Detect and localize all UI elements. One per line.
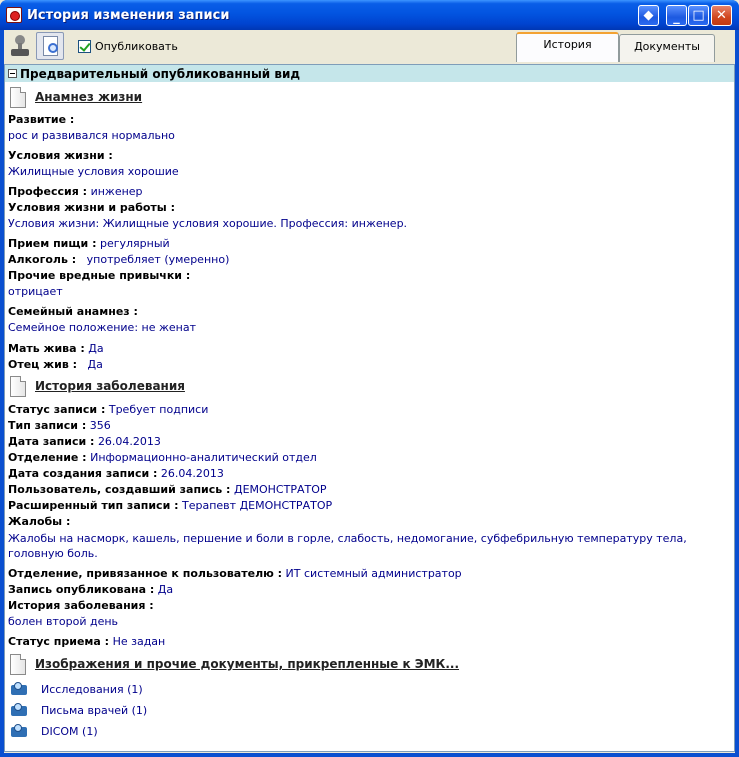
attachments-group — [10, 652, 459, 676]
history-value: болен второй день — [8, 615, 119, 628]
complaints-label: Жалобы : — [8, 515, 71, 528]
reception-row: Статус приема : Не задан — [8, 635, 166, 648]
family-label: Семейный анамнез : — [8, 305, 138, 318]
user-row: Пользователь, создавший запись : ДЕМОНСТРАТОР — [8, 483, 327, 496]
date-row: Дата записи : 26.04.2013 — [8, 435, 161, 448]
help-button[interactable] — [638, 5, 659, 26]
published-row: Запись опубликована : Да — [8, 583, 174, 596]
alcohol-row: Алкоголь : употребляет (умеренно) — [8, 253, 230, 266]
tab-history[interactable]: История — [516, 32, 619, 62]
help-icon: ◆ — [643, 8, 654, 23]
attachment-label[interactable]: DICOM (1) — [41, 724, 98, 738]
title-bar[interactable] — [0, 0, 739, 30]
profession-row: Профессия : инженер — [8, 185, 143, 198]
status-row: Статус записи : Требует подписи — [8, 403, 209, 416]
complaints-value: Жалобы на насморк, кашель, першение и боли в горле, слабость, недомогание, субфебрильную температуру тела, головную боль. — [8, 532, 687, 560]
window-title: История изменения записи — [27, 8, 230, 23]
father-row: Отец жив : Да — [8, 358, 103, 371]
living-work-value: Условия жизни: Жилищные условия хорошие. Профессия: инженер. — [8, 217, 408, 230]
mother-row: Мать жива : Да — [8, 342, 104, 355]
living-work-label: Условия жизни и работы : — [8, 201, 175, 214]
maximize-button[interactable] — [688, 5, 709, 26]
user-dept-row: Отделение, привязанное к пользователю : ИТ системный администратор — [8, 567, 462, 580]
living-label: Условия жизни : — [8, 149, 113, 162]
publish-checkbox[interactable] — [78, 40, 91, 53]
app-icon[interactable] — [6, 7, 22, 23]
attachment-label[interactable]: Исследования (1) — [41, 682, 143, 696]
type-row: Тип записи : 356 — [8, 419, 111, 432]
document-icon — [10, 376, 26, 397]
illness-title[interactable]: История заболевания — [35, 379, 185, 393]
document-icon — [10, 654, 26, 675]
illness-group — [10, 374, 185, 398]
close-button[interactable] — [711, 5, 732, 26]
habits-label: Прочие вредные привычки : — [8, 269, 191, 282]
attachment-item[interactable] — [11, 723, 98, 739]
food-row: Прием пищи : регулярный — [8, 237, 170, 250]
anamnesis-group — [10, 85, 142, 109]
ext-type-row: Расширенный тип записи : Терапевт ДЕМОНСТРАТОР — [8, 499, 333, 512]
attachment-item[interactable] — [11, 702, 147, 718]
living-value: Жилищные условия хорошие — [8, 165, 179, 178]
stamp-button[interactable] — [6, 32, 34, 60]
minimize-button[interactable] — [666, 5, 687, 26]
maximize-icon: □ — [692, 8, 705, 23]
attachment-label[interactable]: Письма врачей (1) — [41, 703, 148, 717]
preview-title: Предварительный опубликованный вид — [20, 66, 301, 81]
family-value: Семейное положение: не женат — [8, 321, 196, 334]
habits-value: отрицает — [8, 285, 63, 298]
attachment-item[interactable] — [11, 681, 143, 697]
document-stack-icon — [11, 724, 27, 738]
preview-pane[interactable] — [4, 64, 735, 752]
development-value: рос и развивался нормально — [8, 129, 175, 142]
created-row: Дата создания записи : 26.04.2013 — [8, 467, 224, 480]
document-stack-icon — [11, 682, 27, 696]
collapse-icon[interactable] — [8, 69, 17, 78]
attachments-title[interactable]: Изображения и прочие документы, прикрепленные к ЭМК... — [35, 657, 460, 671]
anamnesis-title[interactable]: Анамнез жизни — [35, 90, 143, 104]
close-icon: ✕ — [716, 8, 727, 23]
department-row: Отделение : Информационно-аналитический отдел — [8, 451, 317, 464]
development-label: Развитие : — [8, 113, 75, 126]
publish-checkbox-group[interactable] — [78, 39, 178, 53]
minimize-icon: _ — [673, 10, 680, 25]
window-client — [4, 30, 735, 753]
preview-section-header[interactable] — [5, 65, 734, 82]
publish-label[interactable]: Опубликовать — [95, 39, 178, 53]
toolbar — [4, 30, 735, 64]
document-icon — [10, 87, 26, 108]
preview-button[interactable] — [36, 32, 64, 60]
tab-documents[interactable]: Документы — [619, 34, 715, 62]
document-stack-icon — [11, 703, 27, 717]
history-label: История заболевания : — [8, 599, 154, 612]
